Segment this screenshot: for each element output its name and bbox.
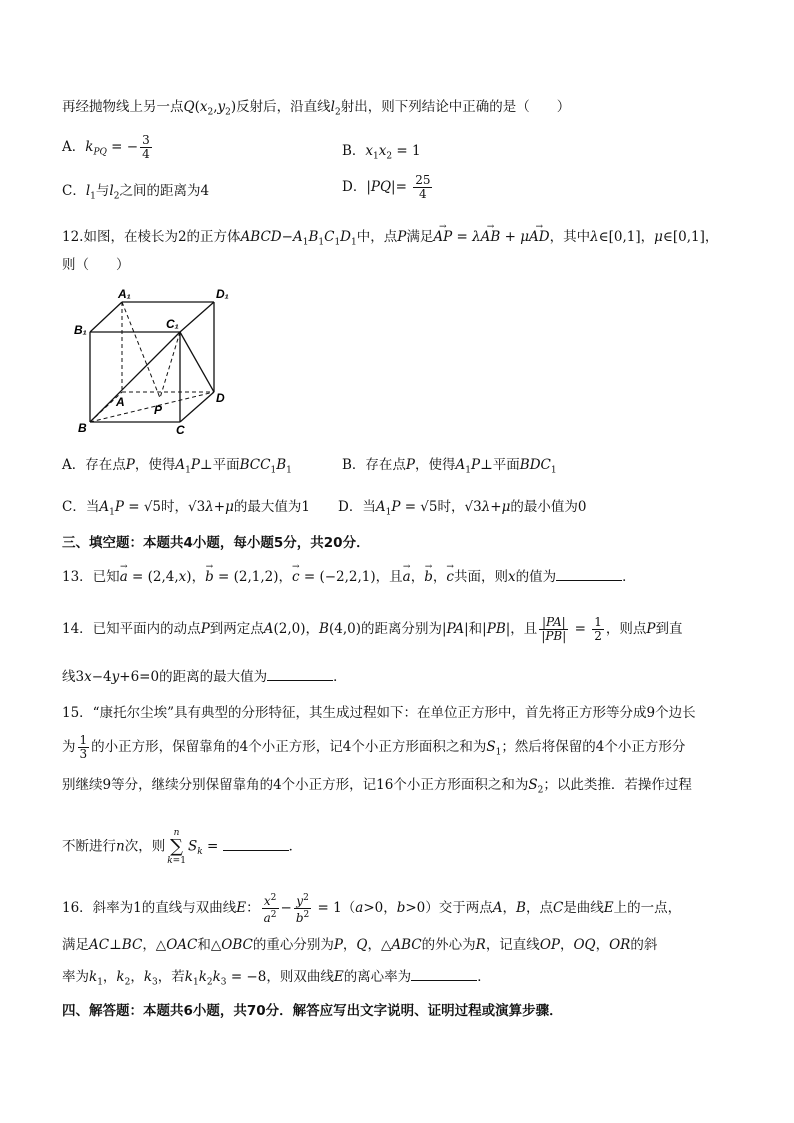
label-c: C [176,423,185,437]
q14-line2: 线3x−4y+6=0的距离的最大值为 ． [62,669,347,685]
q12-stem-line1: 12.如图，在棱长为2的正方体$ABCD-A_1B_1C_1D_1$中，点P满足→ AP = λ→ AB + μ→ AD，其中λ∈[0,1]，μ∈[0,1]， [62,228,718,252]
q16-line3: 率为$k_1$，$k_2$，$k_3$，若$k_1k_2k_3 = -8$，则双曲线E的离心率为 ． [62,969,491,988]
q15-line4: 不断进行n次，则n ∑ $k=1S_k$ = ． [62,828,303,866]
label-b: B [78,421,87,435]
q15-line3: 别继续9等分，继续分别保留靠角的4个小正方形，记16个小正方形面积之和为$S_2$；以此类推．若操作过程 [62,777,692,796]
q11-stem-continued: 再经抛物线上另一点$Q(x_2,y_2)$反射后，沿直线$l_2$射出，则下列结论中正确的是（ ） [62,99,571,118]
q12-option-a: A．存在点P，使得$A_1P\perp$平面$BCC_1B_1$ [62,457,292,476]
q15-line1: 15．“康托尔尘埃”具有典型的分形特征，其生成过程如下：在单位正方形中，首先将正方形等分成9个边长 [62,705,696,721]
q11-option-c: C．$l_1$与$l_2$之间的距离为4 [62,183,210,202]
q12-option-b: B．存在点P，使得$A_1P\perp$平面$BDC_1$ [342,457,557,476]
label-c1: C₁ [166,317,179,331]
q12-stem-line2: 则（ ） [62,257,130,273]
cube-figure [62,286,242,438]
q12-option-c: C．当$A_1P = √5$时，√3λ+μ的最大值为1 [62,499,310,518]
label-b1: B₁ [74,323,87,337]
label-p: P [154,403,163,417]
q12-option-d: D．当$A_1P = √5$时，√3λ+μ的最小值为0 [338,499,587,518]
label-d: D [216,391,225,405]
q11-option-b: B．$x_1x_2 = 1$ [342,143,421,162]
label-a1: A₁ [118,287,131,301]
q16-line2: 满足AC⊥BC，△OAC和△OBC的重心分别为P，Q，△ABC的外心为R，记直线OP，OQ，OR的斜 [62,937,658,953]
label-a: A [116,395,125,409]
section-3-heading: 三、填空题：本题共4小题，每小题5分，共20分． [62,535,370,551]
q11-option-d: D．|PQ|= $\frac{25}{4}$ [342,173,431,201]
section-4-heading: 四、解答题：本题共6小题，共70分．解答应写出文字说明、证明过程或演算步骤． [62,1003,563,1019]
q14-line1: 14．已知平面内的动点P到两定点A(2,0)，B(4,0)的距离分别为|PA|和|PB|，且 $\frac{|PA|}{|PB|}$ = $\frac{1}{2}$ ，则点P到直 [62,615,683,643]
q15-line2: 为 $\frac{1}{3}$ 的小正方形，保留靠角的4个小正方形，记4个小正方形面积之和为$S_1$；然后将保留的4个小正方形分 [62,733,686,761]
q13: 13．已知→ a = (2,4,x)，→ b = (2,1,2)，→ c = (−2,2,1)，且→ a，→ b，→ c共面，则x的值为 ． [62,568,636,586]
q16-line1: 16．斜率为1的直线与双曲线E： $\frac{x^2}{a^2}$ − $\frac{y^2}{b^2}$ = 1（a>0，b>0）交于两点A，B，点C是曲线E上的一点， [62,893,682,925]
q11-option-a: A．$k_{PQ}$ = − $\frac{3}{4}$ [62,133,150,161]
label-d1: D₁ [216,287,229,301]
